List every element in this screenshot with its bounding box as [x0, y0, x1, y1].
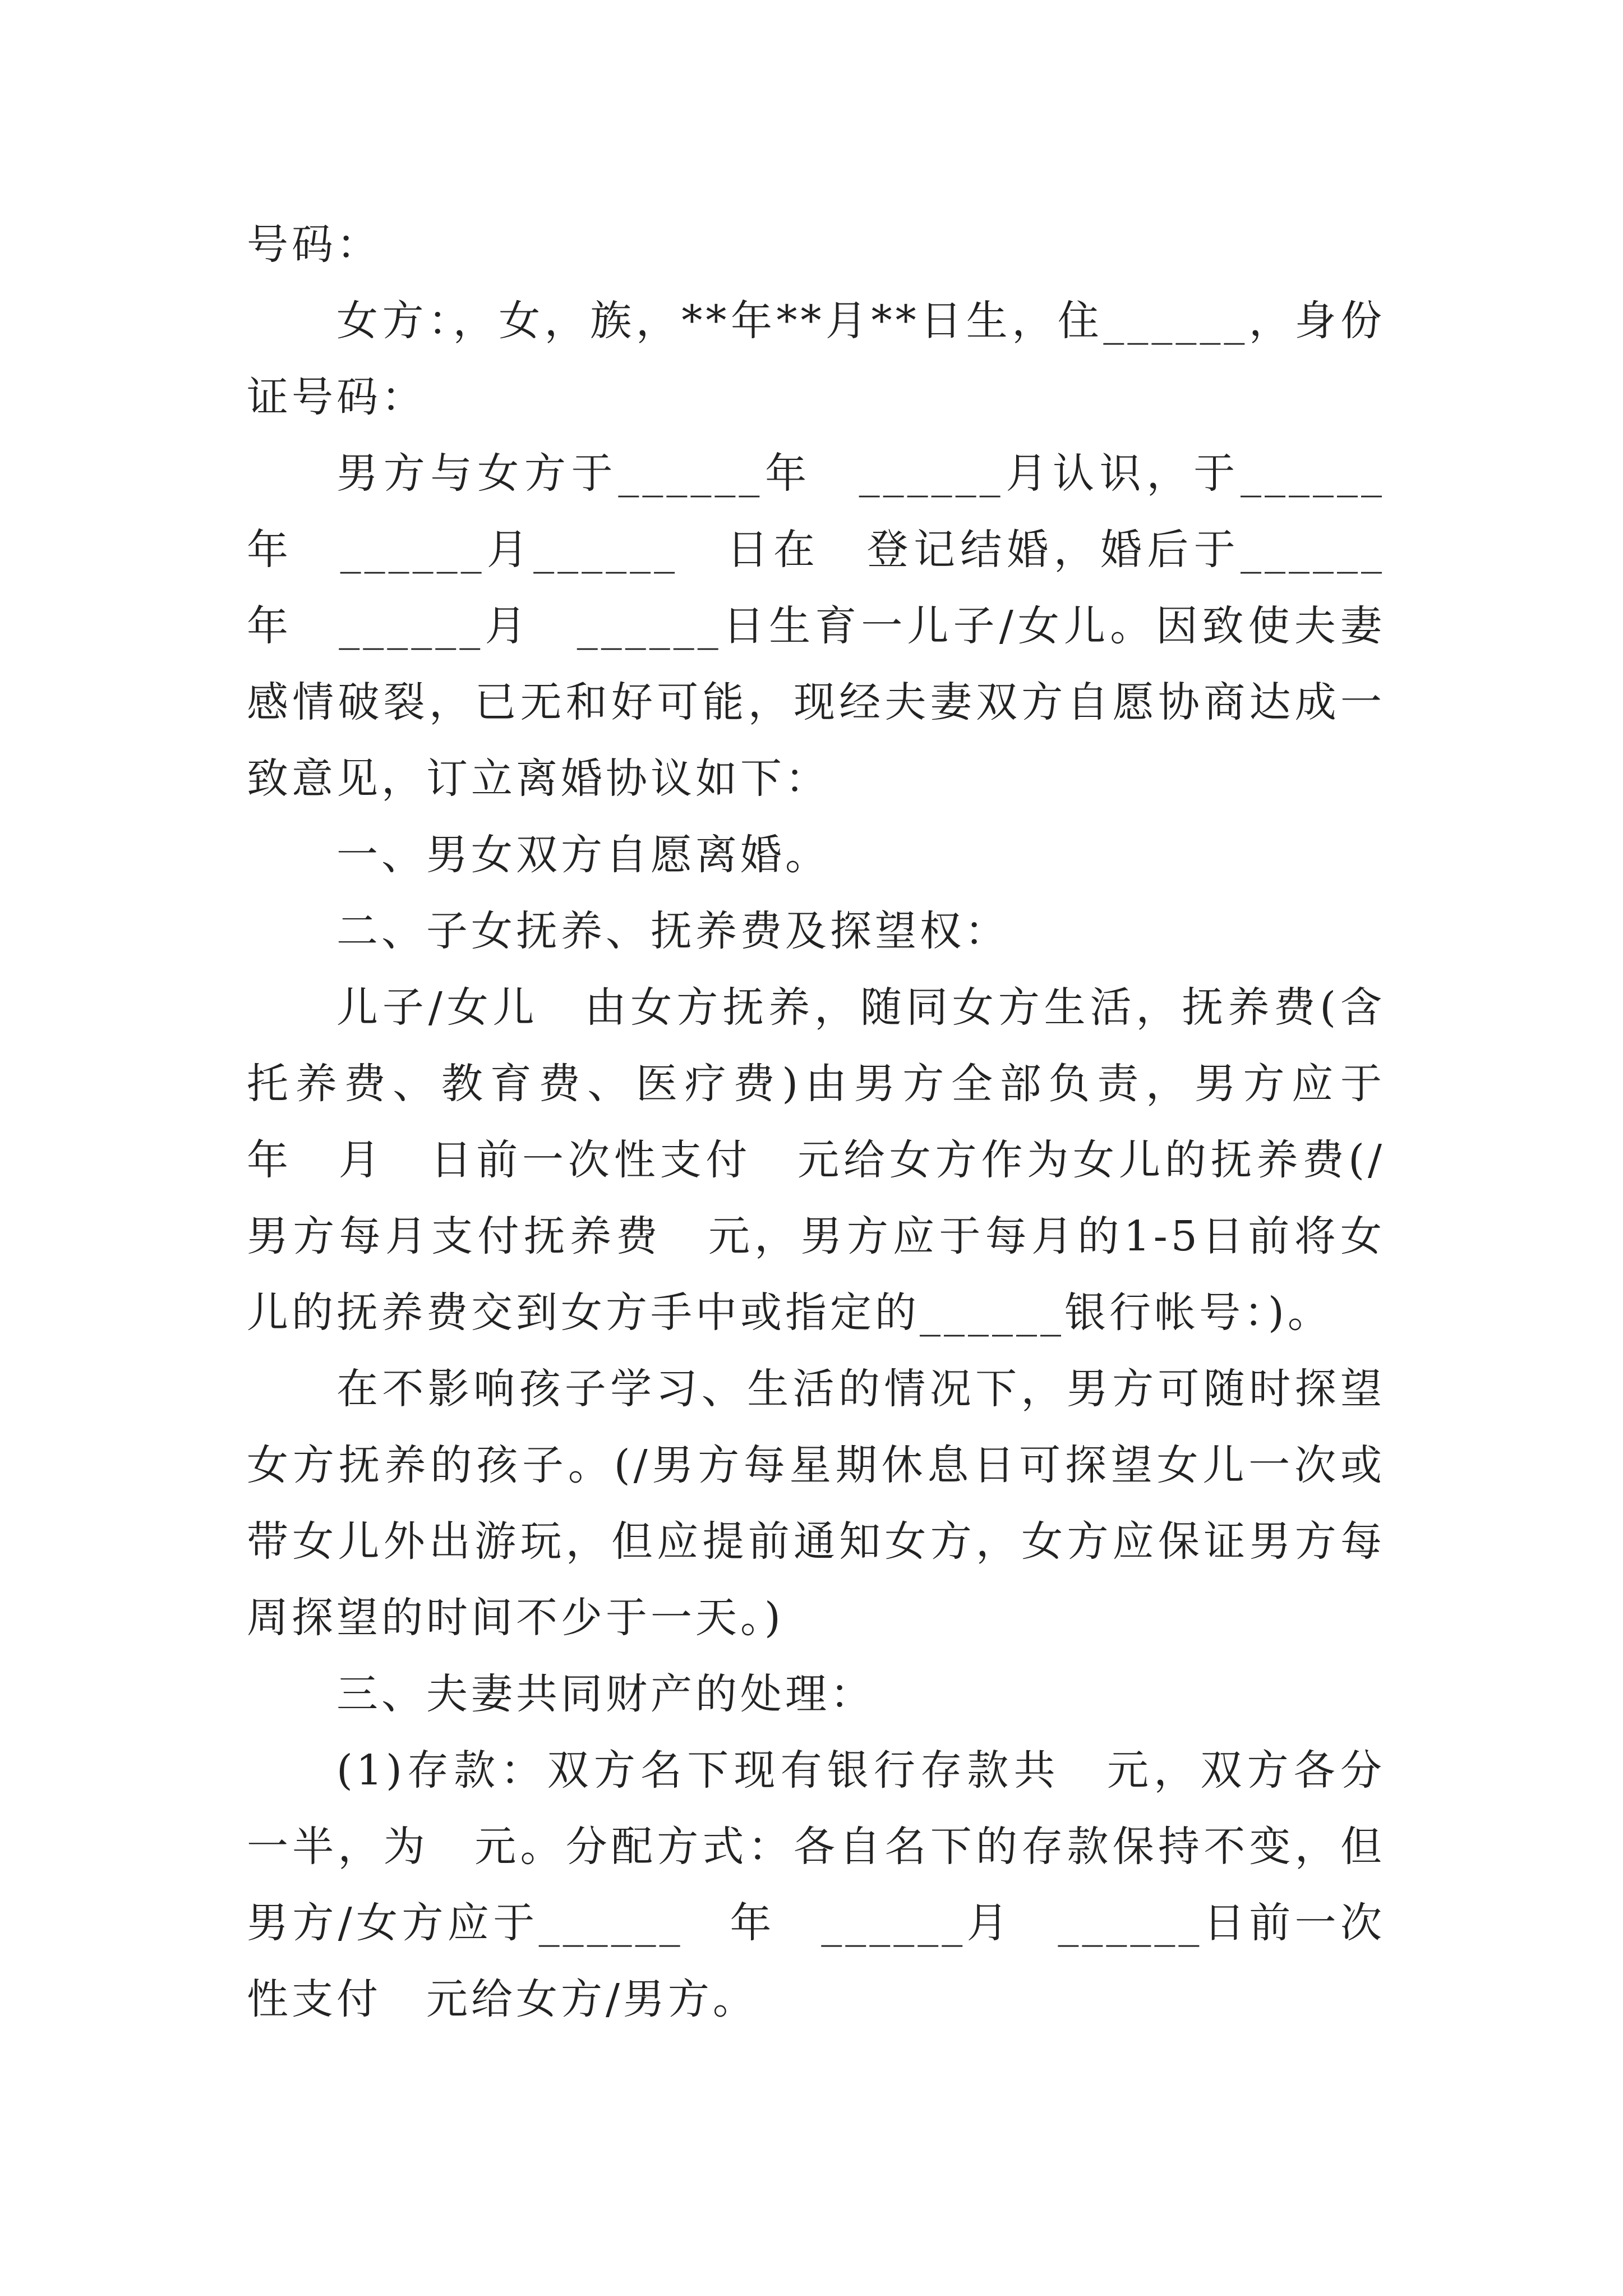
clause-1-voluntary-divorce: 一、男女双方自愿离婚。: [336, 831, 830, 879]
clause-3-heading: 三、夫妻共同财产的处理：: [336, 1670, 875, 1718]
paragraph-female-party: 女方：，女，族，**年**月**日生，住______，身份证号码：: [247, 297, 1385, 421]
paragraph-child-support: 儿子/女儿 由女方抚养，随同女方生活，抚养费(含托养费、教育费、医疗费)由男方全部负责，男方应于 年 月 日前一次性支付 元给女方作为女儿的抚养费(/男方每月支付抚养费 元，男方应于每月的1-5日前将女儿的抚养费交到女方手中或指定的______银行帐号：)。: [247, 983, 1430, 1337]
clause-2-heading: 二、子女抚养、抚养费及探望权：: [336, 907, 1009, 955]
document-body: [247, 206, 1430, 2037]
paragraph-marriage-history: 男方与女方于______年 ______月认识，于______ 年 ______月______ 日在 登记结婚，婚后于______ 年 ______月 ______日生育一儿子/女儿。因致使夫妻感情破裂，已无和好可能，现经夫妻双方自愿协商达成一致意见，订立离婚协议如下：: [247, 449, 1430, 803]
paragraph-visitation-rights: 在不影响孩子学习、生活的情况下，男方可随时探望女方抚养的孩子。(/男方每星期休息日可探望女儿一次或带女儿外出游玩，但应提前通知女方，女方应保证男方每周探望的时间不少于一天。): [247, 1365, 1385, 1642]
paragraph-id-number-continued: 号码：: [247, 220, 381, 269]
paragraph-savings-division: (1)存款：双方名下现有银行存款共 元，双方各分一半，为 元。分配方式：各自名下的存款保持不变，但男方/女方应于______ 年 ______月 ______日前一次性支付 元给女方/男方。: [247, 1746, 1385, 2023]
